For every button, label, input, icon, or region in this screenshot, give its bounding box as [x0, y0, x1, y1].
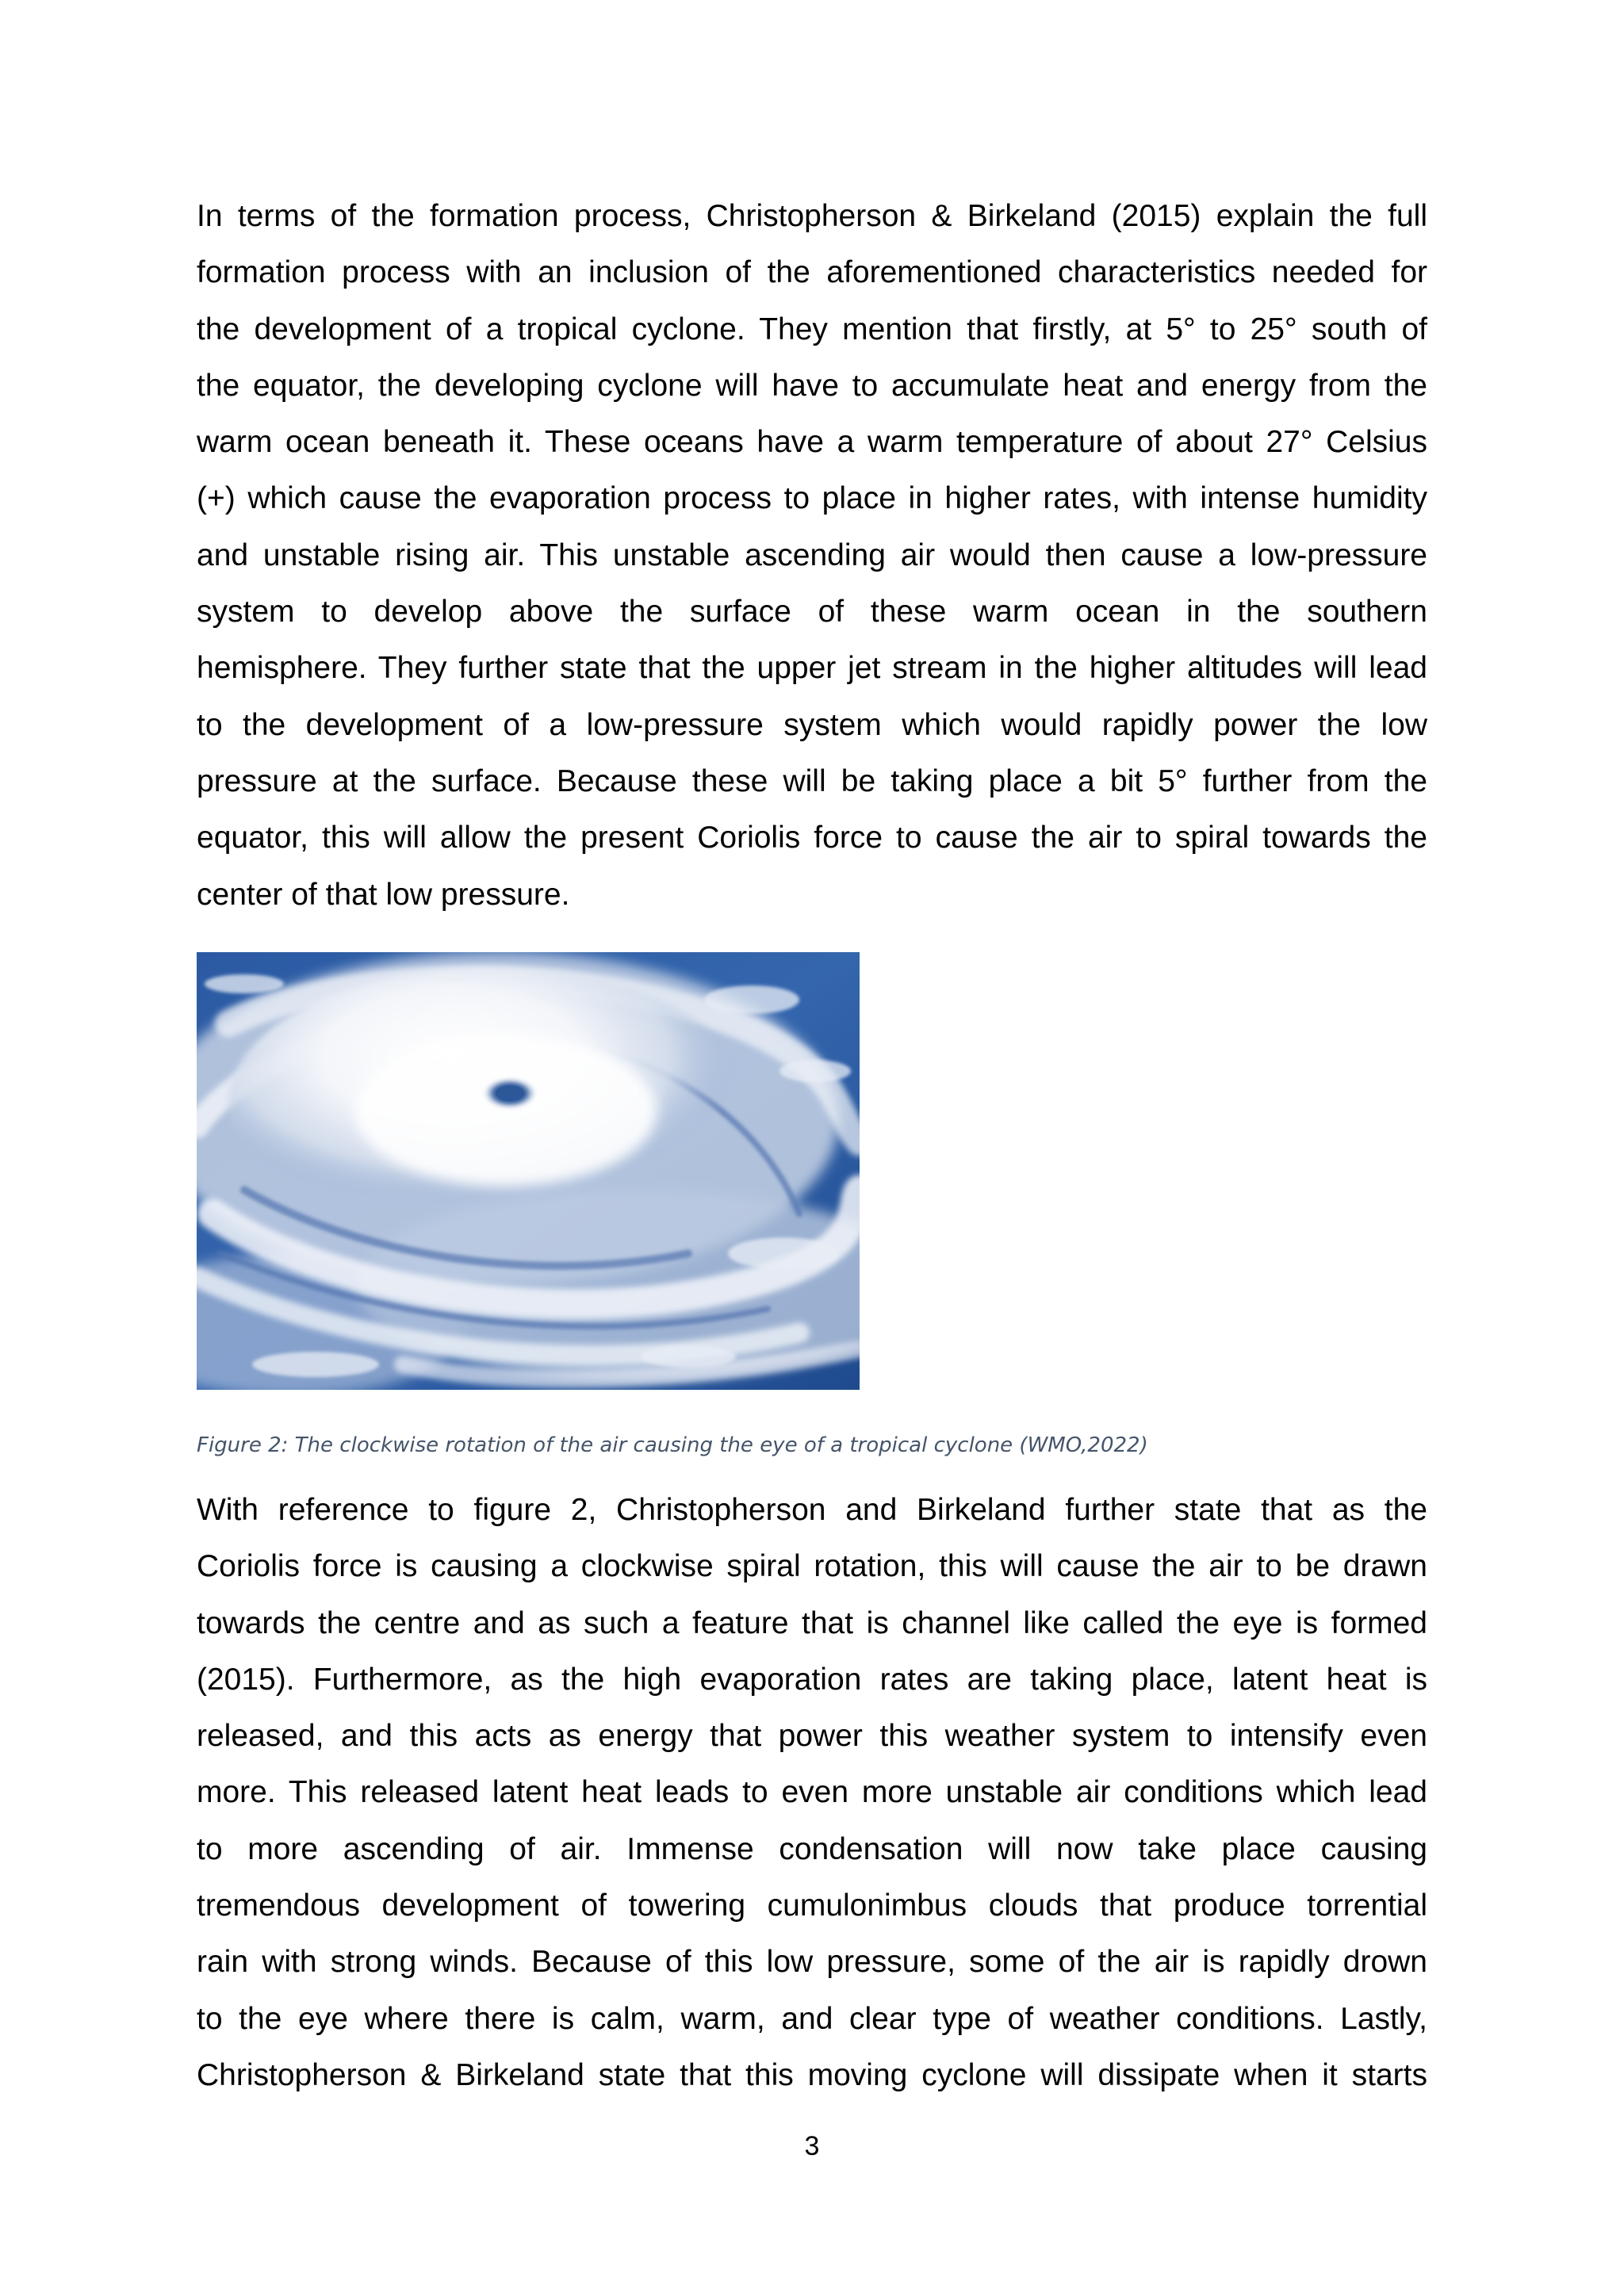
text-line: to more ascending of air. Immense condensation will now take place causing: [197, 1831, 1427, 1866]
text-line: to the eye where there is calm, warm, and clear type of weather conditions. Lastly,: [197, 2001, 1427, 2036]
text-line: towards the centre and as such a feature that is channel like called the eye is formed: [197, 1605, 1427, 1640]
text-line: tremendous development of towering cumulonimbus clouds that produce torrential: [197, 1888, 1427, 1923]
text-line: Christopherson & Birkeland state that this moving cyclone will dissipate when it starts: [197, 2057, 1427, 2092]
body-paragraph-formation-process: [197, 188, 1427, 923]
text-line: (+) which cause the evaporation process to place in higher rates, with intense humidity: [197, 481, 1427, 516]
text-line: released, and this acts as energy that power this weather system to intensify even: [197, 1719, 1427, 1754]
text-line: to the development of a low-pressure system which would rapidly power the low: [197, 707, 1427, 742]
text-line: warm ocean beneath it. These oceans have a warm temperature of about 27° Celsius: [197, 425, 1427, 460]
cyclone-satellite-illustration: [197, 952, 860, 1390]
text-line: system to develop above the surface of these warm ocean in the southern: [197, 595, 1427, 629]
text-line: center of that low pressure.: [197, 877, 570, 912]
text-line: pressure at the surface. Because these will be taking place a bit 5° further from the: [197, 763, 1427, 798]
text-line: the development of a tropical cyclone. They mention that firstly, at 5° to 25° south of: [197, 312, 1427, 346]
figure-caption: Figure 2: The clockwise rotation of the air causing the eye of a tropical cyclone (WMO,2022): [197, 1433, 1148, 1457]
text-line: (2015). Furthermore, as the high evaporation rates are taking place, latent heat is: [197, 1662, 1427, 1697]
cyclone-satellite-image: [197, 952, 860, 1390]
text-line: In terms of the formation process, Christopherson & Birkeland (2015) explain the full: [197, 199, 1427, 233]
text-line: more. This released latent heat leads to even more unstable air conditions which lead: [197, 1775, 1427, 1810]
text-line: formation process with an inclusion of the aforementioned characteristics needed for: [197, 255, 1427, 290]
text-line: the equator, the developing cyclone will have to accumulate heat and energy from the: [197, 368, 1427, 403]
text-line: Coriolis force is causing a clockwise spiral rotation, this will cause the air to be drawn: [197, 1549, 1427, 1584]
text-line: With reference to figure 2, Christopherson and Birkeland further state that as the: [197, 1493, 1427, 1527]
text-line: hemisphere. They further state that the upper jet stream in the higher altitudes will lead: [197, 651, 1427, 686]
text-line: and unstable rising air. This unstable ascending air would then cause a low-pressure: [197, 538, 1427, 572]
page-number: 3: [804, 2131, 820, 2161]
body-paragraph-figure-reference: [197, 1482, 1427, 2103]
text-line: rain with strong winds. Because of this low pressure, some of the air is rapidly drown: [197, 1945, 1427, 1980]
text-line: equator, this will allow the present Coriolis force to cause the air to spiral towards the: [197, 821, 1427, 855]
